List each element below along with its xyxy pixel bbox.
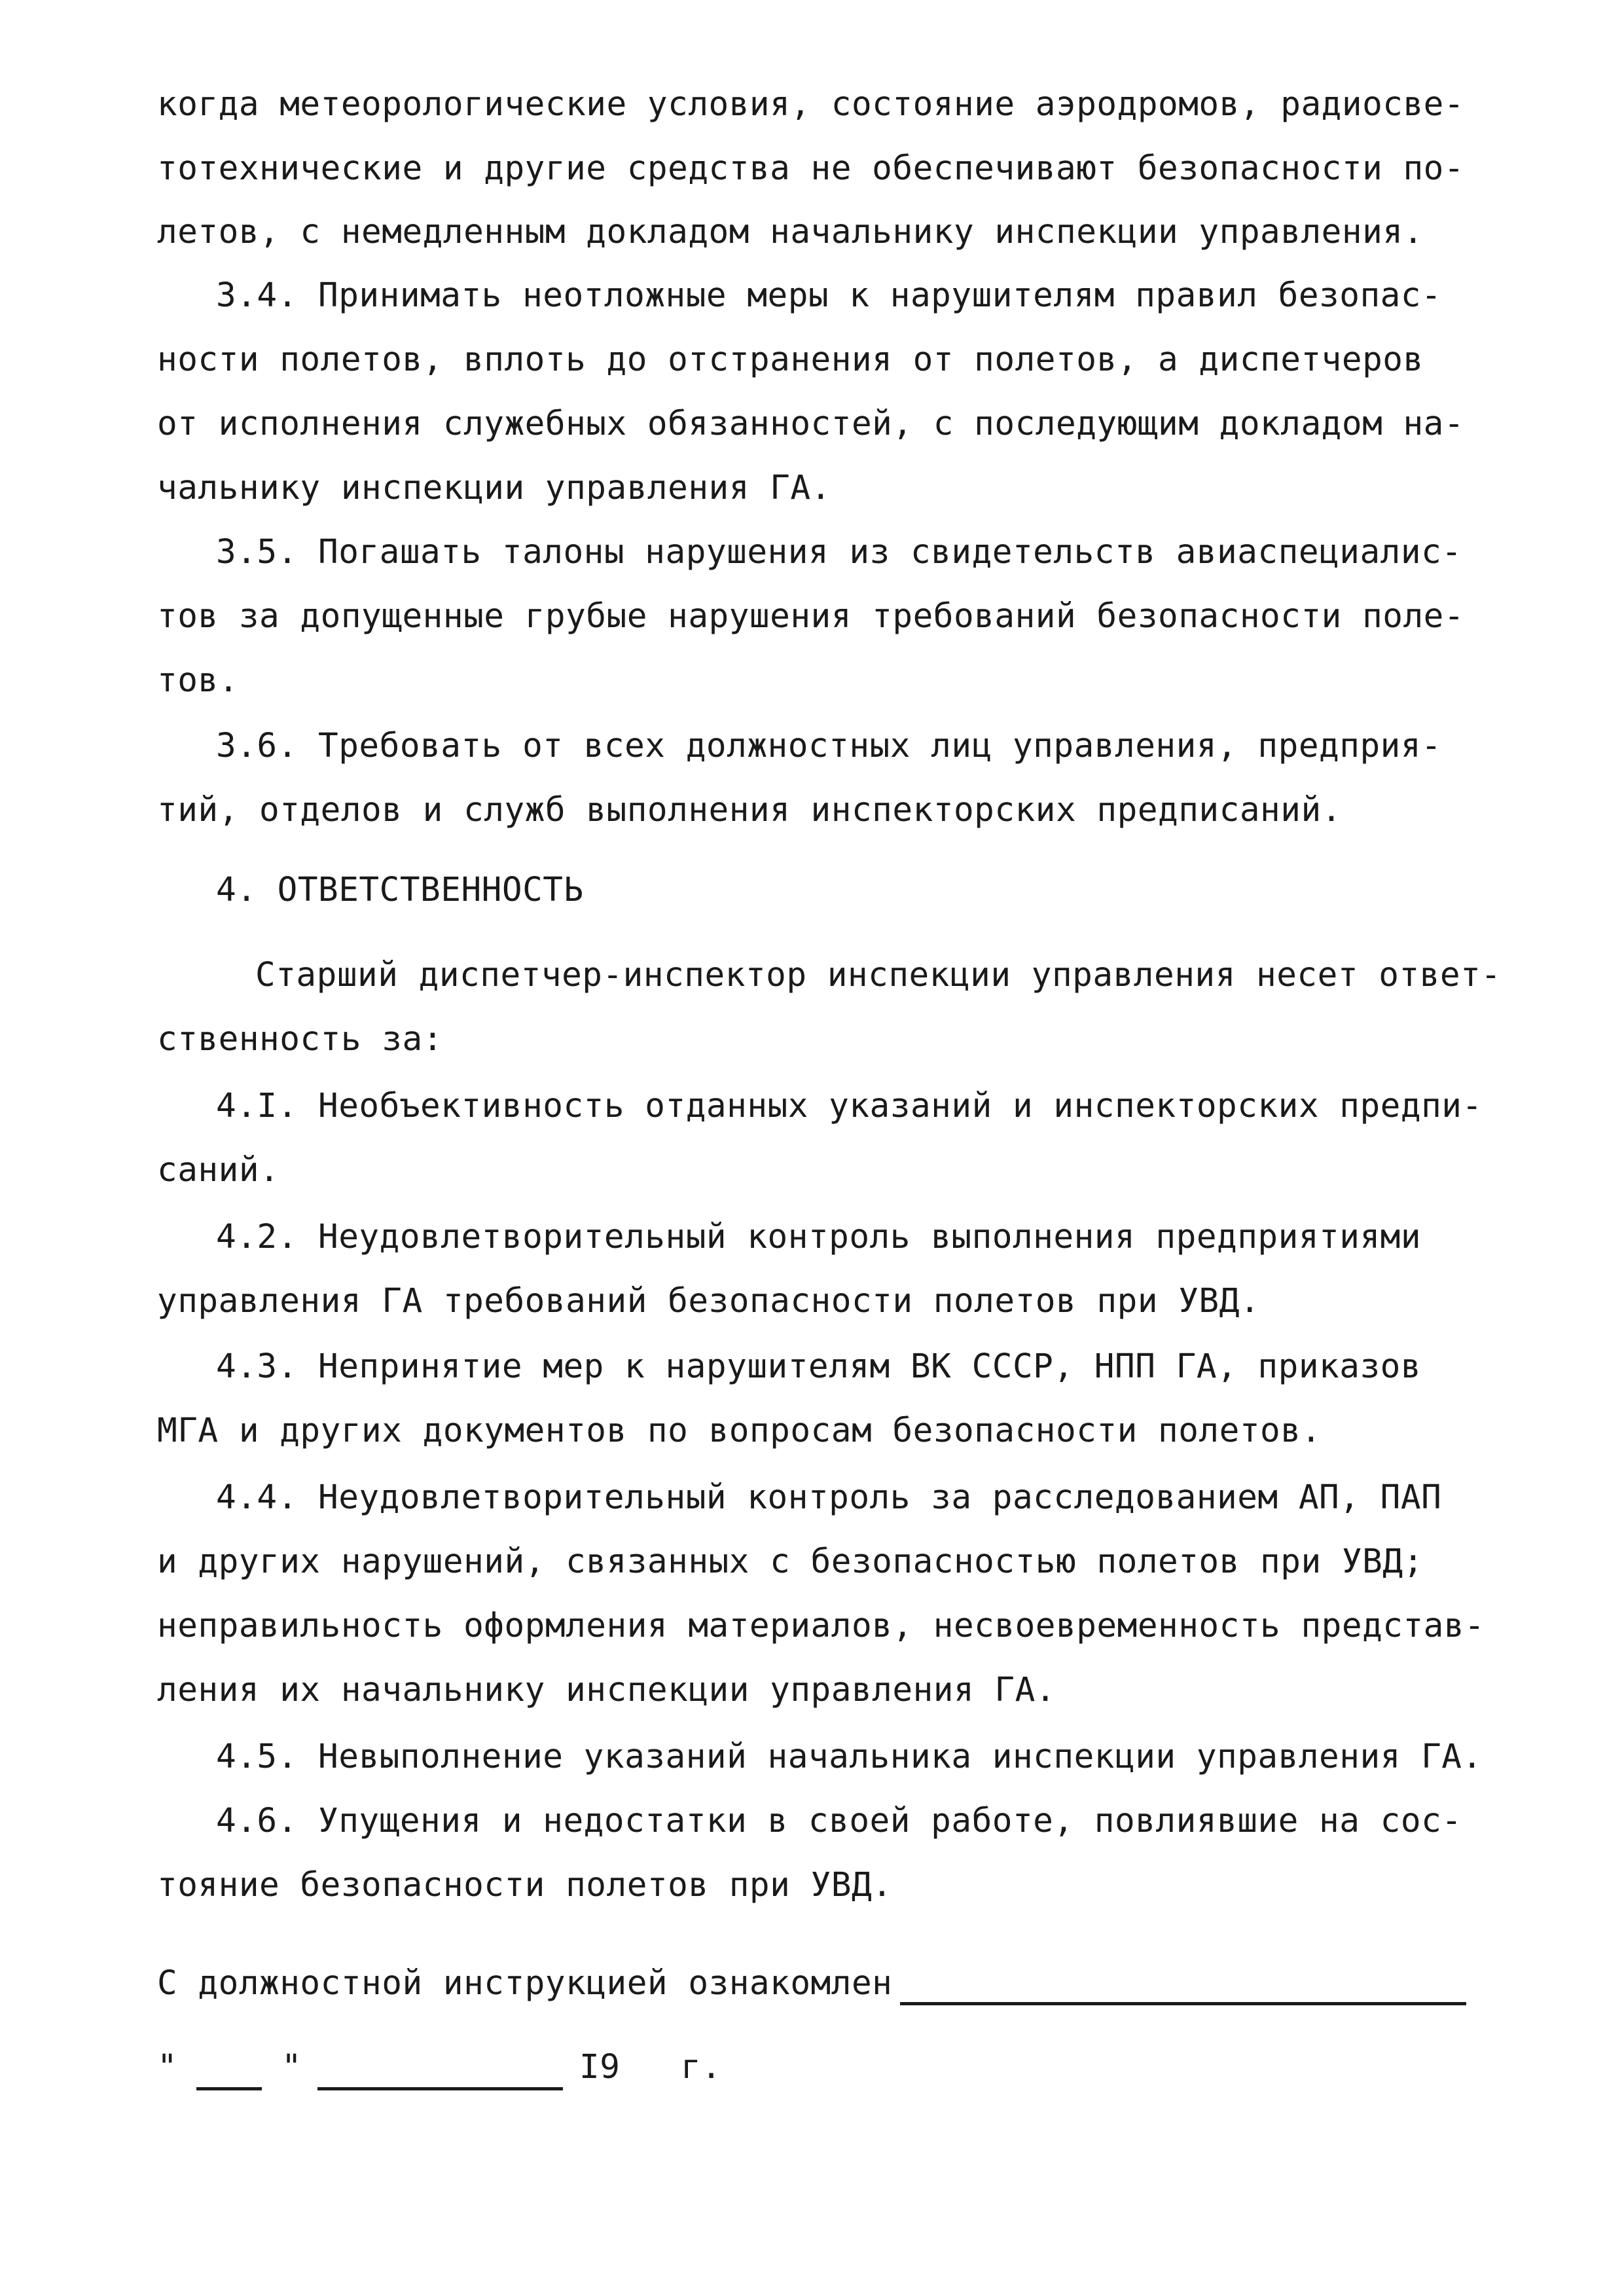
item-3-5-line: 3.5. Погашать талоны нарушения из свидетельств авиаспециалис- — [216, 533, 1462, 572]
section-heading: 4. ОТВЕТСТВЕННОСТЬ — [216, 871, 584, 909]
item-4-6-line: тояние безопасности полетов при УВД. — [157, 1866, 893, 1904]
item-4-6-line: 4.6. Упущения и недостатки в своей работе, повлиявшие на сос- — [216, 1802, 1462, 1840]
date-quote-open: " — [157, 2048, 178, 2086]
item-4-1-line: 4.I. Необъективность отданных указаний и инспекторских предпи- — [216, 1087, 1483, 1125]
item-4-4-line: и других нарушений, связанных с безопасностью полетов при УВД; — [157, 1542, 1424, 1581]
item-3-4-line: от исполнения служебных обязанностей, с последующим докладом на- — [157, 405, 1465, 443]
item-3-4-line: 3.4. Принимать неотложные меры к нарушителям правил безопас- — [216, 276, 1442, 315]
item-4-2-line: 4.2. Неудовлетворительный контроль выполнения предприятиями — [216, 1218, 1422, 1256]
signature-line — [900, 2002, 1466, 2005]
item-3-6-line: тий, отделов и служб выполнения инспекторских предписаний. — [157, 791, 1342, 829]
item-4-4-line: 4.4. Неудовлетворительный контроль за расследованием АП, ПАП — [216, 1478, 1442, 1517]
year-suffix: г. — [681, 2048, 722, 2086]
item-3-6-line: 3.6. Требовать от всех должностных лиц управления, предприя- — [216, 727, 1442, 765]
paragraph-line: тотехнические и другие средства не обеспечивают безопасности по- — [157, 149, 1465, 188]
item-4-5-line: 4.5. Невыполнение указаний начальника инспекции управления ГА. — [216, 1738, 1483, 1776]
paragraph-line: летов, с немедленным докладом начальнику инспекции управления. — [157, 213, 1424, 251]
section-intro-line: ственность за: — [157, 1020, 443, 1059]
item-3-5-line: тов. — [157, 661, 239, 700]
day-blank-line — [196, 2087, 262, 2090]
paragraph-line: когда метеорологические условия, состояние аэродромов, радиосве- — [157, 85, 1465, 124]
date-quote-close: " — [281, 2048, 302, 2086]
item-3-4-line: ности полетов, вплоть до отстранения от полетов, а диспетчеров — [157, 340, 1424, 379]
item-3-4-line: чальнику инспекции управления ГА. — [157, 469, 831, 507]
section-intro-line: Старший диспетчер-инспектор инспекции управления несет ответ- — [255, 956, 1502, 994]
item-4-3-line: 4.3. Непринятие мер к нарушителям ВК СССР, НПП ГА, приказов — [216, 1347, 1422, 1386]
item-4-3-line: МГА и других документов по вопросам безопасности полетов. — [157, 1412, 1322, 1450]
acknowledgement-text: С должностной инструкцией ознакомлен — [157, 1964, 893, 2003]
month-blank-line — [317, 2087, 563, 2090]
item-4-2-line: управления ГА требований безопасности полетов при УВД. — [157, 1282, 1261, 1321]
item-4-4-line: неправильность оформления материалов, несвоевременность представ- — [157, 1607, 1485, 1645]
item-3-5-line: тов за допущенные грубые нарушения требований безопасности поле- — [157, 597, 1465, 636]
item-4-4-line: ления их начальнику инспекции управления ГА. — [157, 1671, 1056, 1709]
year-prefix: I9 — [579, 2048, 621, 2086]
item-4-1-line: саний. — [157, 1151, 280, 1190]
